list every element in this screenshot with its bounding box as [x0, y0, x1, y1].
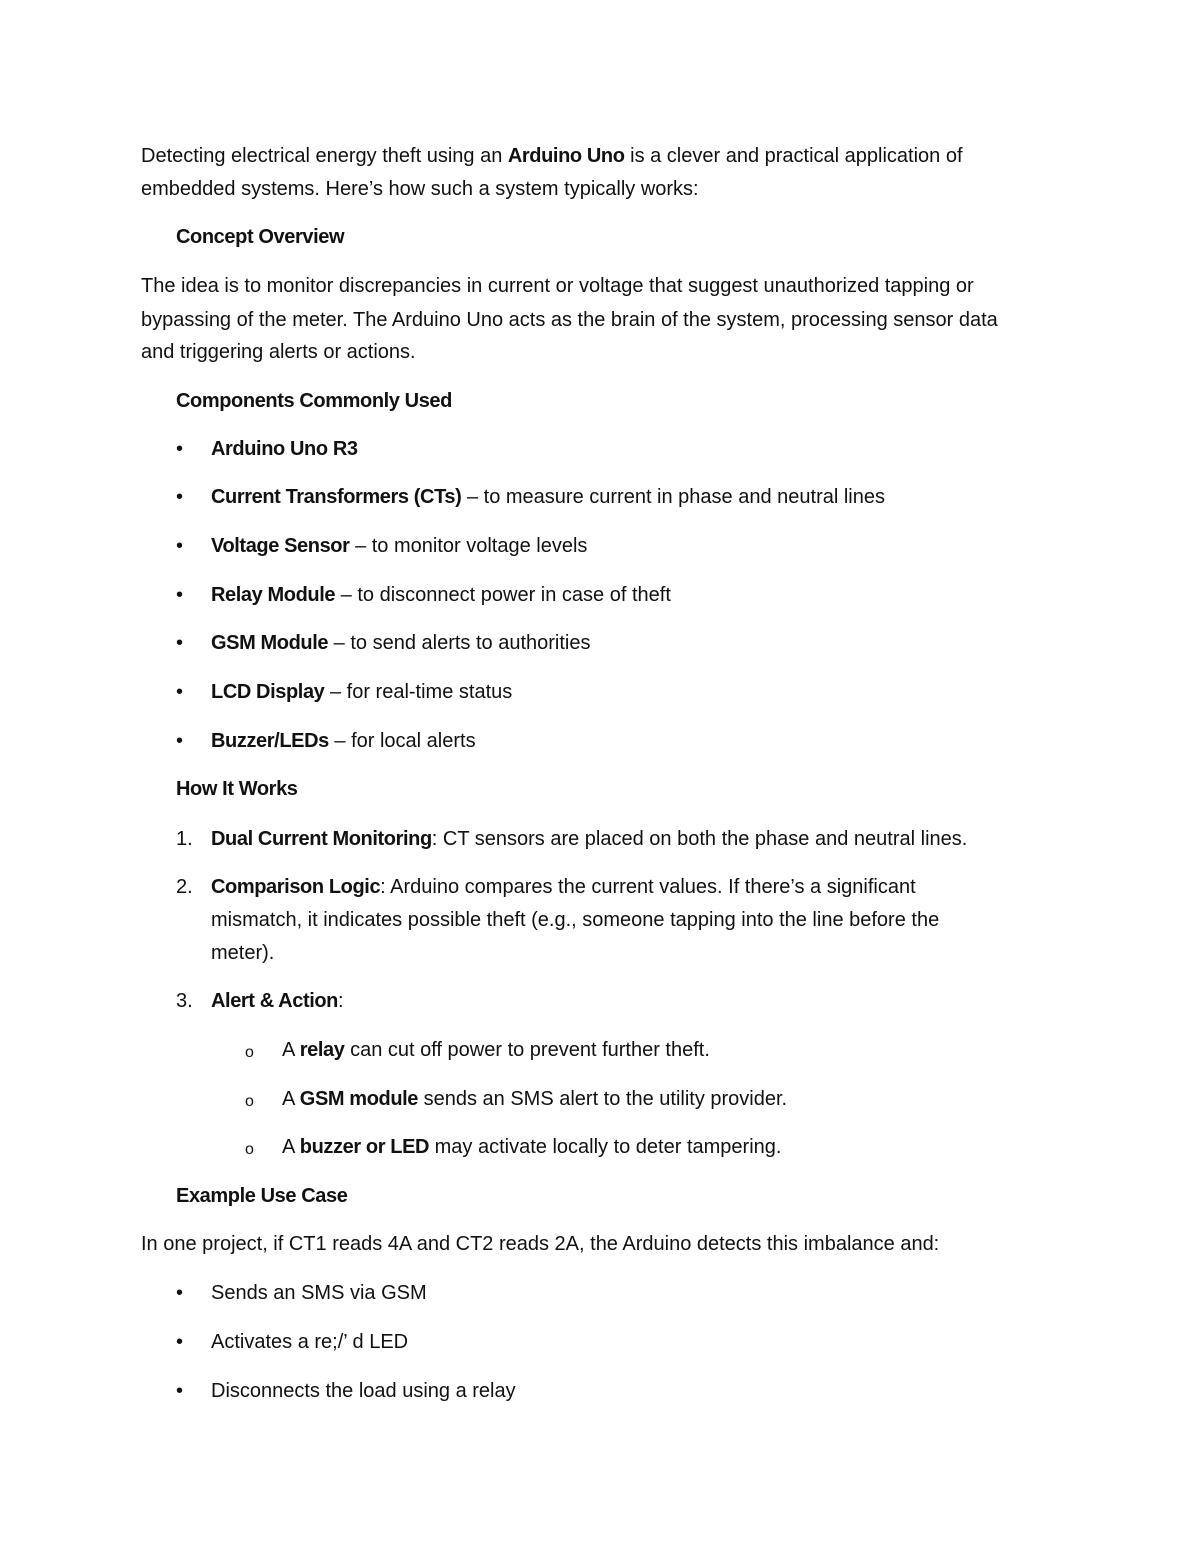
concept-line-1: The idea is to monitor discrepancies in current or voltage that suggest unauthorized tapping or	[141, 275, 974, 297]
sub-text: may activate locally to deter tampering.	[429, 1136, 782, 1158]
list-number: 3.	[176, 990, 193, 1012]
step-desc: : CT sensors are placed on both the phase and neutral lines.	[431, 828, 968, 850]
component-desc: – for local alerts	[328, 730, 476, 752]
intro-text: is a clever and practical application of	[624, 145, 963, 167]
component-name: Arduino Uno R3	[211, 438, 358, 460]
sub-text: A	[282, 1039, 300, 1061]
sub-bold: relay	[299, 1039, 345, 1061]
bullet-icon: •	[176, 486, 184, 508]
bullet-icon: •	[176, 584, 184, 606]
example-heading: Example Use Case	[176, 1185, 348, 1207]
concept-heading: Concept Overview	[176, 226, 345, 248]
intro-line-1	[141, 140, 963, 173]
intro-line-2: embedded systems. Here’s how such a system typically works:	[141, 178, 699, 200]
sub-text: A	[282, 1136, 300, 1158]
step-desc-line: mismatch, it indicates possible theft (e.g., someone tapping into the line before the	[211, 909, 940, 931]
circle-bullet-icon: o	[245, 1044, 254, 1061]
bullet-icon: •	[176, 730, 184, 752]
step-desc: :	[338, 990, 344, 1012]
bullet-icon: •	[176, 1331, 184, 1353]
bullet-icon: •	[176, 1282, 184, 1304]
bullet-icon: •	[176, 438, 184, 460]
step-desc-line: meter).	[211, 942, 275, 964]
sub-text: A	[282, 1088, 300, 1110]
component-desc: – for real-time status	[324, 681, 513, 703]
intro-text: Detecting electrical energy theft using an	[141, 145, 508, 167]
component-name: Current Transformers (CTs)	[211, 486, 462, 508]
component-name: Relay Module	[211, 584, 336, 606]
component-name: Voltage Sensor	[211, 535, 350, 557]
component-desc: – to disconnect power in case of theft	[335, 584, 671, 606]
intro-bold-term: Arduino Uno	[507, 145, 625, 167]
circle-bullet-icon: o	[245, 1093, 254, 1110]
example-item: Sends an SMS via GSM	[211, 1282, 427, 1304]
step-title: Dual Current Monitoring	[211, 828, 432, 850]
sub-bold: GSM module	[299, 1088, 419, 1110]
example-item: Activates a re;/’ d LED	[211, 1331, 409, 1353]
circle-bullet-icon: o	[245, 1141, 254, 1158]
list-number: 2.	[176, 876, 193, 898]
step-title: Comparison Logic	[211, 876, 381, 898]
component-desc: – to send alerts to authorities	[328, 632, 591, 654]
step-title: Alert & Action	[211, 990, 338, 1012]
bullet-icon: •	[176, 535, 184, 557]
list-number: 1.	[176, 828, 193, 850]
concept-line-2: bypassing of the meter. The Arduino Uno acts as the brain of the system, processing sensor data	[141, 309, 998, 331]
component-name: GSM Module	[211, 632, 329, 654]
example-item: Disconnects the load using a relay	[211, 1380, 516, 1402]
sub-text: sends an SMS alert to the utility provider.	[418, 1088, 788, 1110]
sub-bold: buzzer or LED	[299, 1136, 430, 1158]
bullet-icon: •	[176, 1380, 184, 1402]
how-heading: How It Works	[176, 778, 298, 800]
bullet-icon: •	[176, 632, 184, 654]
concept-line-3: and triggering alerts or actions.	[141, 341, 416, 363]
example-line: In one project, if CT1 reads 4A and CT2 reads 2A, the Arduino detects this imbalance and:	[141, 1233, 940, 1255]
component-name: Buzzer/LEDs	[211, 730, 329, 752]
component-desc: – to monitor voltage levels	[349, 535, 588, 557]
component-desc: – to measure current in phase and neutral lines	[461, 486, 885, 508]
sub-text: can cut off power to prevent further theft.	[344, 1039, 710, 1061]
components-heading: Components Commonly Used	[176, 390, 452, 412]
step-desc: : Arduino compares the current values. If there’s a significant	[380, 876, 916, 898]
component-name: LCD Display	[211, 681, 325, 703]
bullet-icon: •	[176, 681, 184, 703]
